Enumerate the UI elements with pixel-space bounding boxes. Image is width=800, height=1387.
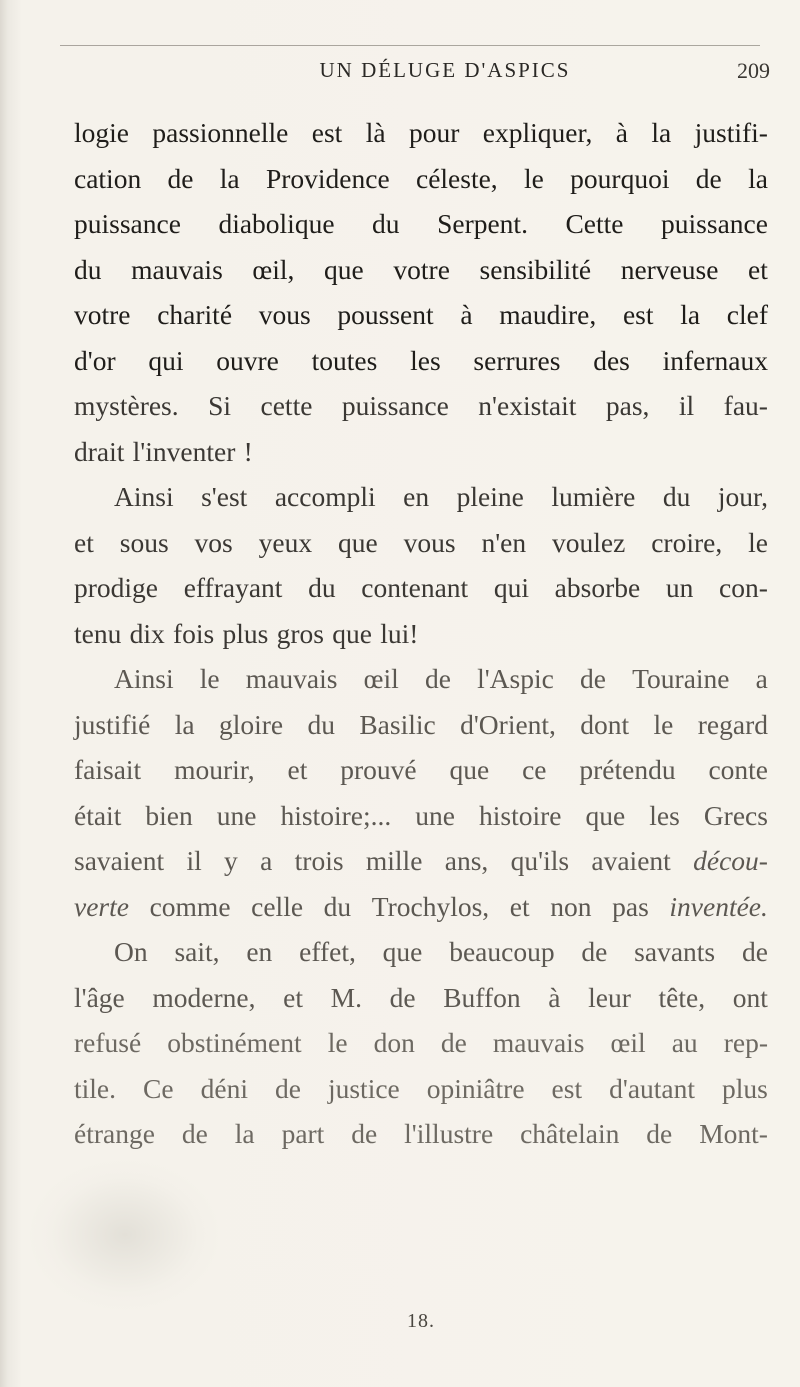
word: puissance: [341, 390, 449, 421]
word: au: [671, 1027, 698, 1058]
word: œil,: [252, 253, 295, 285]
word: rep-: [723, 1027, 768, 1058]
word: une: [415, 799, 455, 831]
word: Ainsi: [114, 481, 174, 512]
word: du: [323, 890, 352, 922]
word: est: [622, 299, 654, 330]
word: qui: [493, 572, 529, 603]
word: pleine: [456, 481, 524, 512]
word: celle: [251, 890, 304, 922]
word: en: [246, 936, 273, 967]
word: et: [74, 526, 94, 558]
text-line: [74, 338, 768, 384]
word: histoire;...: [280, 799, 392, 831]
word: Providence: [265, 162, 390, 194]
word: effet,: [299, 936, 356, 967]
word: tête,: [658, 981, 706, 1013]
word: Mont-: [699, 1118, 768, 1149]
word: de: [181, 1118, 208, 1149]
word: gros: [276, 617, 324, 649]
word: charité: [157, 299, 233, 330]
running-title: UN DÉLUGE D'ASPICS: [319, 58, 571, 82]
word: du: [307, 708, 335, 740]
word: savants: [634, 936, 716, 967]
word: le: [327, 1027, 348, 1058]
word: le: [524, 162, 544, 194]
text-line: [74, 156, 768, 202]
text-line: [74, 565, 768, 611]
word: sensibilité: [479, 253, 592, 285]
word: sait,: [174, 936, 220, 967]
text-line: [74, 793, 768, 839]
word: pas,: [605, 390, 650, 421]
word: et: [509, 890, 530, 922]
word: décou-: [693, 845, 768, 876]
word: est: [551, 1072, 583, 1104]
word: don: [373, 1027, 415, 1058]
word: de: [440, 1027, 467, 1058]
word: conte: [708, 754, 768, 785]
word: qu'ils: [510, 845, 570, 876]
word: que: [449, 754, 490, 785]
word: et: [287, 754, 308, 785]
word: dix: [129, 617, 165, 649]
word: étrange: [74, 1118, 155, 1149]
word: regard: [697, 708, 768, 740]
word: comme: [149, 890, 231, 922]
word: une: [216, 799, 257, 831]
word: l'inventer: [132, 435, 236, 467]
word: savaient: [74, 845, 165, 876]
word: il: [678, 390, 695, 421]
word: s'est: [201, 481, 248, 512]
text-line: [74, 110, 768, 156]
word: d'or: [74, 344, 116, 376]
word: trois: [294, 845, 344, 876]
word: maudire,: [499, 299, 597, 330]
word: faisait: [74, 754, 142, 785]
word: plus: [722, 1072, 768, 1104]
text-line: [74, 656, 768, 702]
word: absorbe: [554, 572, 641, 603]
word: de: [274, 1072, 301, 1104]
word: de: [741, 936, 768, 967]
word: y: [224, 845, 238, 876]
word: passionnelle: [152, 117, 289, 148]
word: que: [338, 526, 378, 558]
word: votre: [74, 299, 131, 330]
word: châtelain: [520, 1118, 620, 1149]
word: Grecs: [703, 799, 768, 831]
text-line: [74, 747, 768, 793]
text-line: [74, 247, 768, 293]
text-line: [74, 1111, 768, 1157]
word: le: [748, 526, 768, 558]
text-line: [74, 1020, 768, 1066]
paper-stain: [30, 1160, 220, 1310]
word: Ainsi: [114, 663, 174, 694]
word: vos: [194, 526, 233, 558]
word: tile.: [74, 1072, 117, 1104]
word: que: [332, 617, 372, 649]
word: vous: [403, 526, 456, 558]
word: ont: [732, 981, 768, 1013]
text-line: [74, 884, 768, 930]
word: de: [424, 663, 451, 694]
word: la: [174, 708, 195, 740]
word: voulez: [552, 526, 626, 558]
word: n'existait: [478, 390, 577, 421]
word: du: [372, 208, 400, 239]
word: l'âge: [74, 981, 125, 1013]
word: accompli: [274, 481, 376, 512]
word: d'Orient,: [460, 708, 556, 740]
word: toutes: [311, 344, 378, 376]
word: les: [410, 344, 441, 376]
text-line: [74, 520, 768, 566]
word: yeux: [258, 526, 313, 558]
word: a: [755, 663, 768, 694]
word: d'autant: [609, 1072, 696, 1104]
word: con-: [719, 572, 768, 603]
word: en: [403, 481, 430, 512]
word: serrures: [473, 344, 561, 376]
word: l'illustre: [404, 1118, 494, 1149]
word: Basilic: [359, 708, 436, 740]
word: leur: [588, 981, 631, 1013]
word: Ce: [143, 1072, 174, 1104]
word: jour,: [717, 481, 768, 512]
header-rule: [60, 45, 760, 46]
word: du: [308, 572, 336, 603]
body-text: [74, 110, 768, 1332]
word: puissance: [74, 208, 181, 239]
word: nerveuse: [620, 253, 719, 285]
word: sous: [119, 526, 169, 558]
word: du: [74, 253, 102, 285]
word: opiniâtre: [426, 1072, 525, 1104]
word: mauvais: [492, 1027, 585, 1058]
word: céleste,: [416, 162, 498, 194]
word: mille: [365, 845, 423, 876]
text-line: [74, 702, 768, 748]
word: prétendu: [579, 754, 676, 785]
word: à: [460, 299, 473, 330]
word: lui!: [380, 617, 419, 649]
word: moderne,: [152, 981, 256, 1013]
word: vous: [258, 299, 311, 330]
word: croire,: [651, 526, 723, 558]
word: gloire: [218, 708, 284, 740]
word: était: [74, 799, 122, 831]
word: drait: [74, 435, 125, 467]
word: de: [646, 1118, 673, 1149]
text-line: [74, 1066, 768, 1112]
word: du: [662, 481, 691, 512]
word: de: [351, 1118, 378, 1149]
word: justice: [327, 1072, 400, 1104]
word: de: [580, 663, 606, 694]
word: dont: [580, 708, 630, 740]
text-line: [74, 292, 768, 338]
word: mourir,: [174, 754, 255, 785]
signature-mark: 18.: [407, 1310, 435, 1332]
word: fau-: [723, 390, 768, 421]
word: qui: [148, 344, 184, 376]
word: contenant: [361, 572, 469, 603]
word: que: [382, 936, 423, 967]
word: là: [365, 117, 386, 148]
word: a: [260, 845, 273, 876]
word: Serpent.: [437, 208, 528, 239]
word: Touraine: [632, 663, 730, 694]
word: effrayant: [183, 572, 283, 603]
word: bien: [145, 799, 193, 831]
word: Buffon: [443, 981, 521, 1013]
word: Trochylos,: [371, 890, 490, 922]
word: que: [324, 253, 364, 285]
word: plus: [222, 617, 269, 649]
word: beaucoup: [449, 936, 555, 967]
word: le: [199, 663, 220, 694]
word: n'en: [481, 526, 527, 558]
word: Cette: [565, 208, 624, 239]
word: que: [585, 799, 626, 831]
word: prouvé: [340, 754, 417, 785]
text-line: [74, 201, 768, 247]
word: des: [593, 344, 630, 376]
word: de: [389, 981, 416, 1013]
text-line: [74, 383, 768, 429]
word: de: [167, 162, 194, 194]
word: à: [548, 981, 561, 1013]
word: ce: [522, 754, 547, 785]
word: justifié: [74, 708, 151, 740]
word: ans,: [444, 845, 489, 876]
word: tenu: [74, 617, 122, 649]
text-line: [74, 838, 768, 884]
word: !: [243, 435, 253, 467]
word: déni: [200, 1072, 248, 1104]
text-line: [74, 975, 768, 1021]
word: œil: [610, 1027, 646, 1058]
word: puissance: [661, 208, 768, 239]
word: il: [186, 845, 202, 876]
word: pas: [612, 890, 649, 922]
word: non: [550, 890, 592, 922]
word: expliquer,: [482, 117, 593, 148]
word: ouvre: [216, 344, 279, 376]
word: histoire: [478, 799, 562, 831]
word: la: [219, 162, 240, 194]
word: pourquoi: [570, 162, 670, 194]
word: de: [695, 162, 722, 194]
word: M.: [330, 981, 362, 1013]
word: œil: [363, 663, 399, 694]
word: un: [665, 572, 694, 603]
word: refusé: [74, 1027, 142, 1058]
word: fois: [173, 617, 215, 649]
word: la: [234, 1118, 255, 1149]
word: clef: [726, 299, 768, 330]
word: cation: [74, 162, 142, 194]
word: de: [581, 936, 608, 967]
word: diabolique: [218, 208, 335, 239]
word: avaient: [591, 845, 671, 876]
word: à: [615, 117, 628, 148]
word: les: [649, 799, 680, 831]
word: obstinément: [167, 1027, 302, 1058]
word: la: [748, 162, 768, 194]
word: Si: [208, 390, 232, 421]
word: la: [651, 117, 672, 148]
word: lumière: [551, 481, 636, 512]
word: et: [283, 981, 303, 1013]
word: On: [114, 936, 148, 967]
text-line: [74, 429, 768, 475]
word: prodige: [74, 572, 159, 603]
word: et: [748, 253, 768, 285]
word: poussent: [337, 299, 434, 330]
word: justifi-: [694, 117, 768, 148]
word: est: [311, 117, 343, 148]
word: le: [653, 708, 674, 740]
word: part: [281, 1118, 325, 1149]
word: l'Aspic: [477, 663, 554, 694]
word: la: [680, 299, 701, 330]
word: logie: [74, 117, 129, 148]
word: votre: [393, 253, 450, 285]
word: mauvais: [245, 663, 338, 694]
word: inventée.: [669, 890, 768, 922]
word: cette: [260, 390, 313, 421]
running-head: [80, 58, 770, 98]
page-number: 209: [737, 58, 770, 83]
word: mauvais: [131, 253, 223, 285]
word: mystères.: [74, 390, 179, 421]
word: verte: [74, 890, 129, 922]
text-line: [74, 611, 768, 657]
word: pour: [408, 117, 460, 148]
text-line: [74, 929, 768, 975]
text-line: [74, 474, 768, 520]
word: infernaux: [662, 344, 768, 376]
